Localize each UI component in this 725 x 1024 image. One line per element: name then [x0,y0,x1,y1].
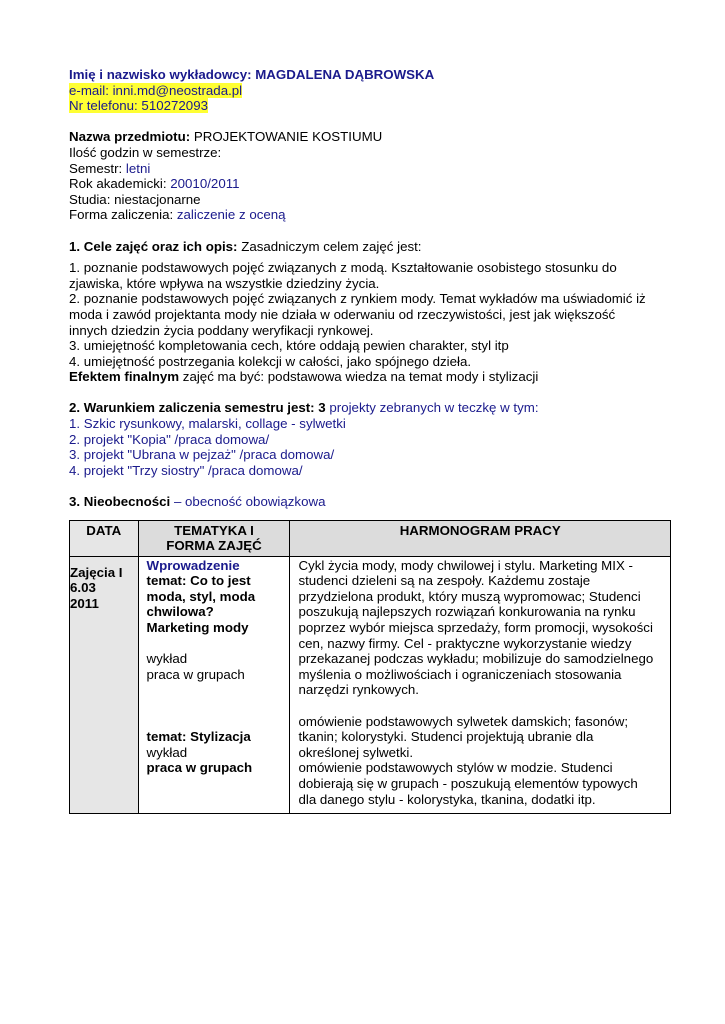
header-topic-line2: FORMA ZAJĘĆ [166,538,262,554]
email-text: e-mail: inni.md@neostrada.pl [69,82,243,98]
form-label: Forma zaliczenia: [69,207,177,223]
form-value: zaliczenie z oceną [176,207,286,223]
course-name-label: Nazwa przedmiotu: [69,129,194,145]
header-topic [138,520,290,556]
schedule-line: przekazanej podczas wykładu; mobilizuje do samodzielnego [298,651,654,667]
topic2-line: temat: Stylizacja [146,729,251,745]
schedule-line: narzędzi rynkowych. [298,682,419,698]
form2-line: wykład [146,744,188,760]
condition-item: 1. Szkic rysunkowy, malarski, collage - sylwetki [69,416,346,432]
lecturer-label: Imię i nazwisko wykładowcy: [69,67,256,82]
absences-heading: 3. Nieobecności [69,494,171,510]
date-cell [70,556,139,814]
form-line: praca w grupach [146,666,245,682]
goal-line: zjawiska, które wpływa na wszystkie dziedziny życia. [69,275,380,291]
header-schedule [290,520,671,556]
schedule-line: przydzielona produkt, który muszą wypromowac; Studenci [298,588,641,604]
phone-text: Nr telefonu: 510272093 [69,98,208,114]
year-value: 20010/2011 [170,176,240,192]
form-line [69,207,671,223]
course-name-value: PROJEKTOWANIE KOSTIUMU [193,129,383,145]
conditions-heading-bold: 2. Warunkiem zaliczenia semestru jest: 3 [69,400,326,416]
goal-line: 4. umiejętność postrzegania kolekcji w całości, jako spójnego dzieła. [69,353,472,369]
condition-item: 3. projekt "Ubrana w pejzaż" /praca domowa/ [69,447,335,463]
schedule-line: określonej sylwetki. [298,744,414,760]
lecturer-line [69,67,671,83]
goal-line: 1. poznanie podstawowych pojęć związanych z modą. Kształtowanie osobistego stosunku do [69,260,617,276]
email-line [69,83,671,99]
goals-heading-rest: Zasadniczym celem zajęć jest: [237,238,422,254]
schedule-line: dobierają się w grupach - poszukują elementów typowych [298,775,638,791]
date-line: 6.03 [70,580,96,596]
date-line: Zajęcia I [70,564,123,580]
date-line: 2011 [70,595,99,611]
topic-line: Marketing mody [146,620,249,635]
topic-cell [138,556,290,814]
year-label: Rok akademicki: [69,176,171,192]
schedule-line: myślenia o możliwościach i ograniczeniach stosowania [298,666,622,682]
lecturer-name: MAGDALENA DĄBROWSKA [255,67,435,82]
goal-line: innych dziedzin życia poddany weryfikacji rynkowej. [69,322,374,338]
topic-line: chwilowa? [146,604,214,620]
header-schedule-text: HARMONOGRAM PRACY [399,522,561,538]
header-date [70,520,139,556]
absences-rest: – obecność obowiązkowa [170,494,326,510]
semester-label: Semestr: [69,160,126,176]
conditions-heading [69,400,671,416]
goal-line: 3. umiejętność kompletowania cech, które oddają pewien charakter, styl itp [69,338,509,354]
form-line: wykład [146,651,188,667]
course-name-line [69,129,671,145]
table-row [70,556,671,814]
schedule-line: Cykl życia mody, mody chwilowej i stylu. Marketing MIX - [298,557,633,573]
schedule-line: poprzez wybór miejsca sprzedaży, form promocji, wysokości [298,620,653,635]
schedule-table [69,520,671,815]
goals-heading-bold: 1. Cele zajęć oraz ich opis: [69,238,238,254]
absences-line [69,494,671,510]
schedule-line: omówienie podstawowych stylów w modzie. Studenci [298,760,613,776]
course-hours: Ilość godzin w semestrze: [69,144,222,160]
effect-bold: Efektem finalnym [69,369,180,385]
conditions-heading-rest: projekty zebranych w teczkę w tym: [325,400,539,416]
condition-item: 4. projekt "Trzy siostry" /praca domowa/ [69,462,303,478]
phone-line [69,98,671,114]
header-topic-line1: TEMATYKA I [174,522,254,538]
schedule-line: dla danego stylu - kolorystyka, tkanina, dodatki itp. [298,791,596,807]
goals-heading [69,239,671,255]
document-page [69,67,671,814]
year-line [69,176,671,192]
table-header-row [70,520,671,556]
schedule-line: studenci dzieleni są na zespoły. Każdemu zostaje [298,573,591,589]
schedule-line: cen, nazwy firmy. Cel - praktyczne wykorzystanie wiedzy [298,635,632,651]
effect-rest: zajęć ma być: podstawowa wiedza na temat mody i stylizacji [179,369,539,385]
semester-line [69,161,671,177]
schedule-cell [290,556,671,814]
form2-line: praca w grupach [146,760,253,776]
semester-value: letni [125,160,151,176]
effect-line [69,369,671,385]
goal-line: 2. poznanie podstawowych pojęć związanych z rynkiem mody. Temat wykładów ma uświadomić iż [69,291,646,307]
schedule-line: omówienie podstawowych sylwetek damskich; fasonów; [298,713,629,729]
schedule-line: tkanin; kolorystyki. Studenci projektują ubranie dla [298,729,594,745]
goal-line: moda i zawód projektanta mody nie działa w oderwaniu od rzeczywistości, jest jak większość [69,306,616,322]
schedule-line: poszukują najlepszych rozwiązań konkurowania na rynku [298,604,636,620]
topic-line: moda, styl, moda [146,588,256,604]
header-date-text: DATA [86,522,122,538]
studies-line: Studia: niestacjonarne [69,191,201,207]
condition-item: 2. projekt "Kopia" /praca domowa/ [69,431,270,447]
intro-label: Wprowadzenie [146,557,240,573]
topic-line: temat: Co to jest [146,573,251,589]
